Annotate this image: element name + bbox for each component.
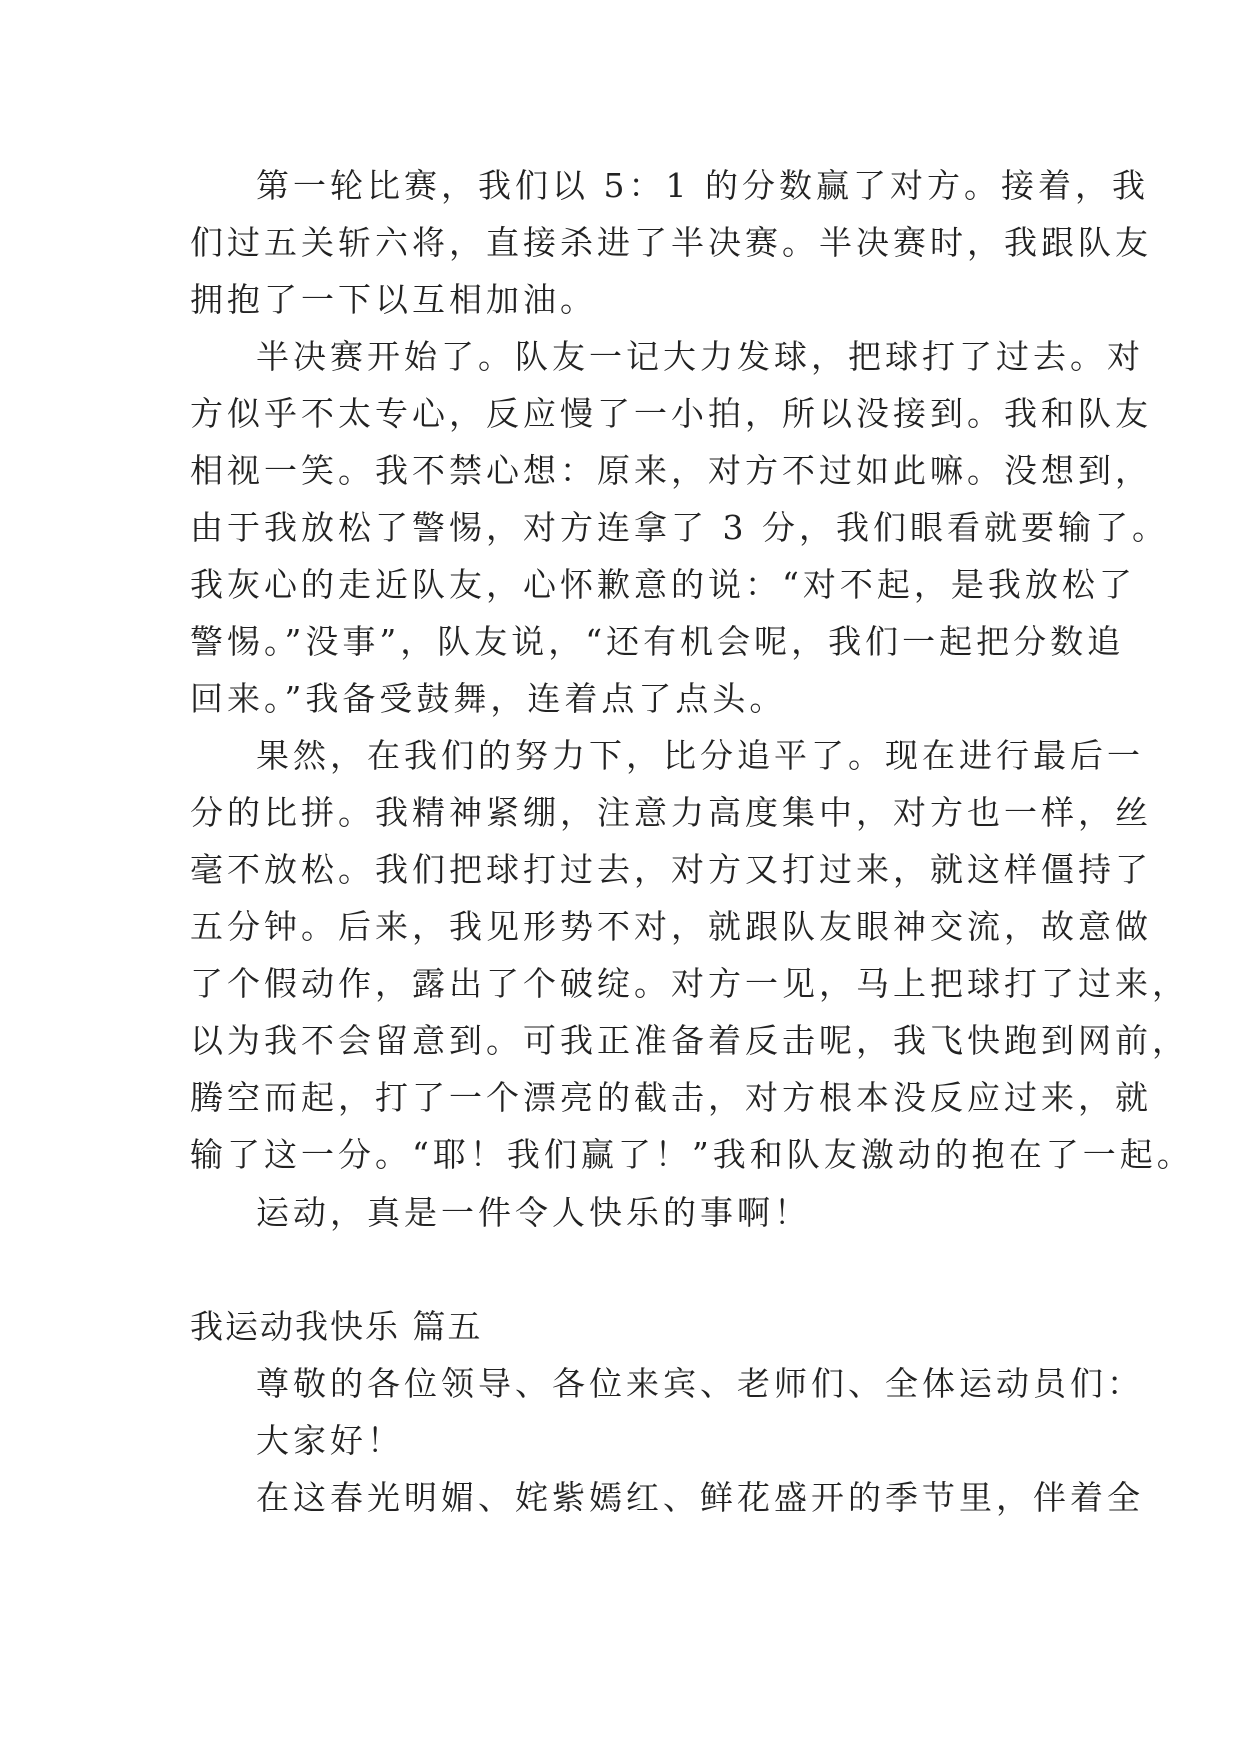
text-line: 第一轮比赛，我们以 5：1 的分数赢了对方。接着，我 (256, 166, 1149, 205)
text-line: 分的比拼。我精神紧绷，注意力高度集中，对方也一样，丝 (190, 793, 1152, 832)
text-line: 运动，真是一件令人快乐的事啊！ (256, 1193, 811, 1232)
text-line: 相视一笑。我不禁心想：原来，对方不过如此嘛。没想到， (190, 451, 1152, 490)
text-line: 输了这一分。“耶！我们赢了！”我和队友激动的抱在了一起。 (190, 1135, 1194, 1174)
text-line: 毫不放松。我们把球打过去，对方又打过来，就这样僵持了 (190, 850, 1152, 889)
text-line: 半决赛开始了。队友一记大力发球，把球打了过去。对 (256, 337, 1144, 376)
text-line: 尊敬的各位领导、各位来宾、老师们、全体运动员们： (256, 1364, 1144, 1403)
text-line: 了个假动作，露出了个破绽。对方一见，马上把球打了过来， (190, 964, 1189, 1003)
text-line: 我灰心的走近队友，心怀歉意的说：“对不起，是我放松了 (190, 565, 1136, 604)
text-line: 警惕。”没事”，队友说，“还有机会呢，我们一起把分数追 (190, 622, 1125, 661)
text-line: 在这春光明媚、姹紫嫣红、鲜花盛开的季节里，伴着全 (256, 1478, 1144, 1517)
text-line: 由于我放松了警惕，对方连拿了 3 分，我们眼看就要输了。 (190, 508, 1169, 547)
text-line: 腾空而起，打了一个漂亮的截击，对方根本没反应过来，就 (190, 1078, 1152, 1117)
text-line: 们过五关斩六将，直接杀进了半决赛。半决赛时，我跟队友 (190, 223, 1152, 262)
text-line: 拥抱了一下以互相加油。 (190, 280, 597, 319)
text-line: 果然，在我们的努力下，比分追平了。现在进行最后一 (256, 736, 1144, 775)
section-heading: 我运动我快乐 篇五 (190, 1307, 483, 1346)
text-line: 大家好！ (256, 1421, 404, 1460)
text-line: 回来。”我备受鼓舞，连着点了点头。 (190, 679, 787, 718)
text-line: 以为我不会留意到。可我正准备着反击呢，我飞快跑到网前， (190, 1021, 1189, 1060)
text-line: 方似乎不太专心，反应慢了一小拍，所以没接到。我和队友 (190, 394, 1152, 433)
text-line: 五分钟。后来，我见形势不对，就跟队友眼神交流，故意做 (190, 907, 1152, 946)
